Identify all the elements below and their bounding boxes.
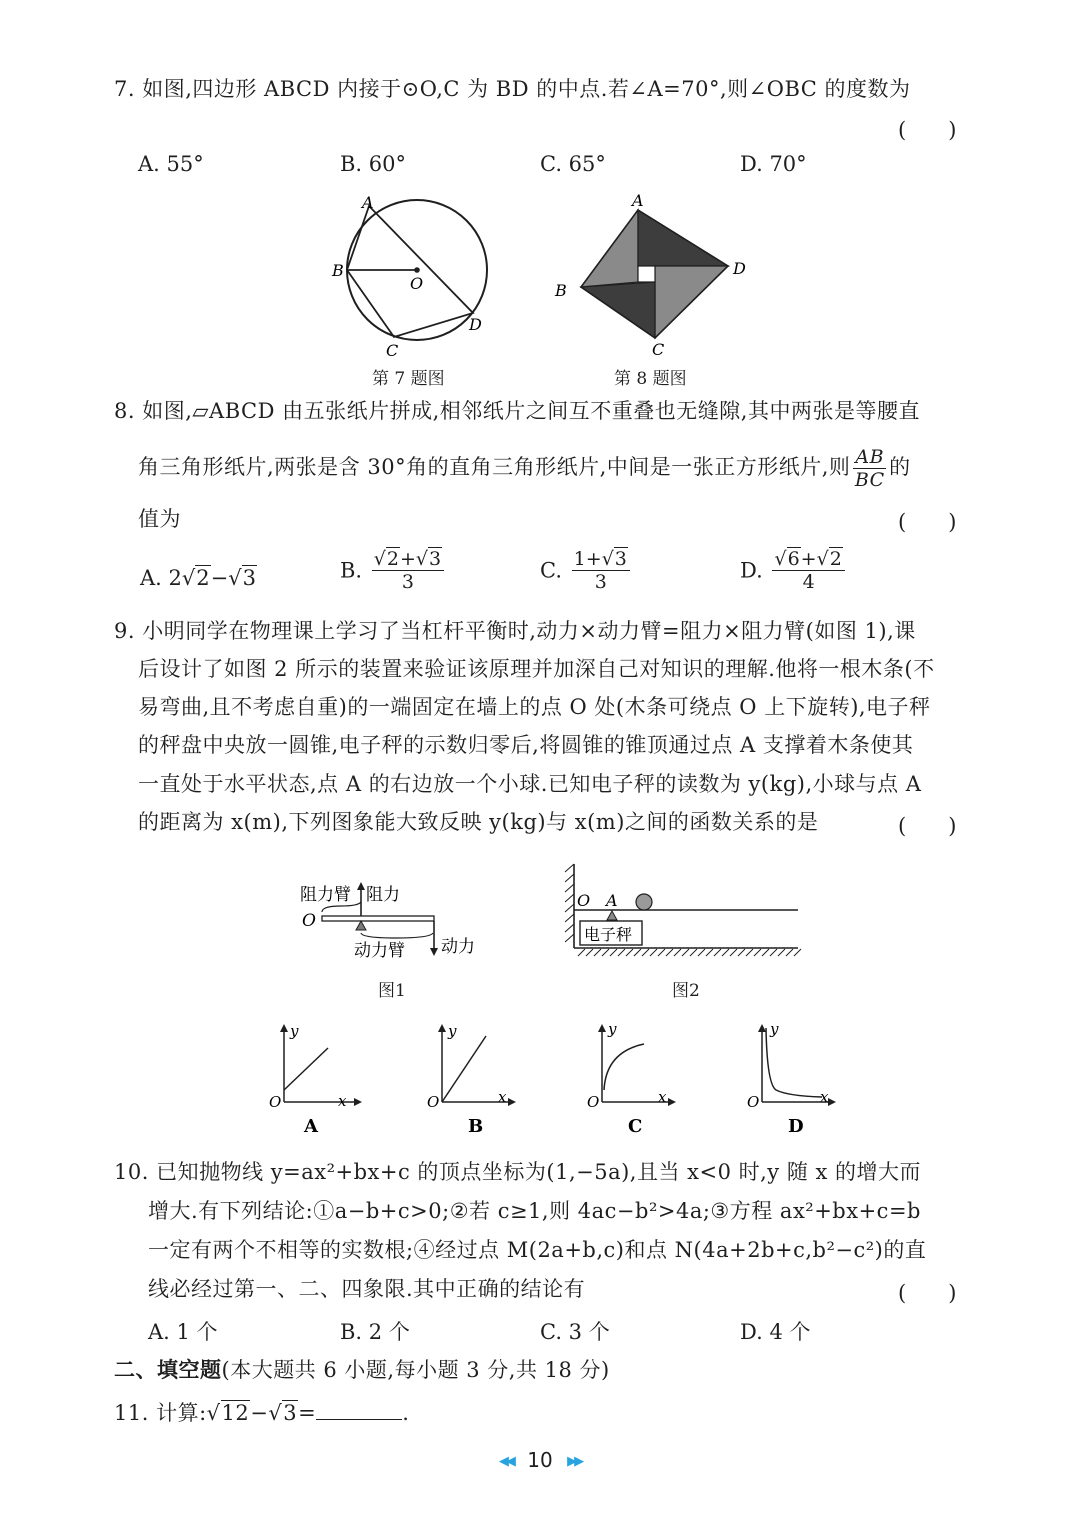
q9-fig1-resist-arrowhead xyxy=(357,882,365,890)
q9-graph-d xyxy=(736,1018,856,1138)
q8-option-d-label: D. xyxy=(740,558,770,583)
q11-period: . xyxy=(402,1401,410,1425)
q8-option-b-fraction: $\frac{√2+√3}{3}$ xyxy=(372,548,444,593)
q9-graph-d-curve xyxy=(766,1028,822,1097)
q11-prefix: 11. 计算: xyxy=(114,1401,207,1425)
ground-hatch-line xyxy=(690,949,697,956)
q7-option-d: D. 70° xyxy=(740,152,807,176)
prev-page-arrows-icon: ◀◀ xyxy=(498,1454,513,1469)
q10-option-d: D. 4 个 xyxy=(740,1320,811,1344)
q10-option-b: B. 2 个 xyxy=(340,1320,410,1344)
q9-graph-d-origin-label: O xyxy=(747,1093,760,1111)
q11-radicand2: 3 xyxy=(283,1401,298,1425)
q8-label-b: B xyxy=(555,281,567,300)
q9-graph-a-x-label: x xyxy=(338,1092,347,1110)
q7-label-b: B xyxy=(332,261,344,280)
q8-option-c-fraction: $\frac{1+√3}{3}$ xyxy=(572,548,630,593)
q9-graph-a-y-arrowhead xyxy=(280,1024,288,1032)
q9-graph-b-letter: B xyxy=(468,1116,484,1137)
ground-hatch-line xyxy=(746,949,753,956)
q9-graph-a-y-label: y xyxy=(290,1022,299,1040)
q8-option-b-label: B. xyxy=(340,558,369,583)
q8-option-a-coef: 2 xyxy=(168,566,182,590)
q10-option-a: A. 1 个 xyxy=(148,1320,218,1344)
q8-option-d-plus: + xyxy=(800,548,817,570)
q8-figure xyxy=(548,192,758,362)
q7-label-o: O xyxy=(410,274,424,293)
q9-fig1-o-label: O xyxy=(302,911,316,931)
ground-hatch-line xyxy=(714,949,721,956)
q9-graph-c-origin-label: O xyxy=(587,1093,600,1111)
q9-graph-c-curve xyxy=(604,1044,644,1090)
ground-hatch-line xyxy=(770,949,777,956)
q9-graph-b-curve xyxy=(442,1036,486,1102)
ground-hatch-line xyxy=(730,949,737,956)
q7-answer-paren: ( ) xyxy=(898,118,957,142)
q8-ratio-fraction xyxy=(853,446,886,491)
q9-fig1-power-brace xyxy=(361,933,433,938)
q7-label-d: D xyxy=(469,315,482,334)
q10-answer-paren: ( ) xyxy=(898,1281,957,1305)
q10-stem-line4: 线必经过第一、二、四象限.其中正确的结论有 xyxy=(148,1277,586,1301)
q11-answer-blank xyxy=(316,1399,402,1420)
q8-option-d-fraction: $\frac{√6+√2}{4}$ xyxy=(772,548,844,593)
q9-graph-d-x-arrowhead xyxy=(828,1098,836,1106)
q9-fig2-a-label: A xyxy=(606,891,618,910)
ground-hatch-line xyxy=(586,949,593,956)
q9-fig1-power-arm-label: 动力臂 xyxy=(354,941,405,960)
ground-hatch-line xyxy=(634,949,641,956)
q11-stem: 11. 计算:√12−√3= . xyxy=(114,1401,410,1425)
q9-fig1-power-force-label: 动力 xyxy=(441,937,475,957)
q8-option-c-one-plus: 1+ xyxy=(573,548,602,570)
q7-label-a: A xyxy=(362,193,374,212)
q8-answer-paren: ( ) xyxy=(898,510,957,534)
q7-option-c: C. 65° xyxy=(540,152,606,176)
q8-figure-caption: 第 8 题图 xyxy=(614,369,687,389)
ground-hatch-line xyxy=(706,949,713,956)
q8-ratio-denominator: BC xyxy=(854,469,885,491)
ground-hatch-line xyxy=(682,949,689,956)
q8-option-d xyxy=(740,548,848,593)
q9-figure2 xyxy=(560,860,810,960)
q9-fig1-resist-arm-label: 阻力臂 xyxy=(300,885,351,905)
q9-fig2-scale-label: 电子秤 xyxy=(584,925,633,944)
q9-graph-c-x-arrowhead xyxy=(668,1098,676,1106)
q9-graph-b-y-arrowhead xyxy=(438,1024,446,1032)
ground-hatch-line xyxy=(578,949,585,956)
q8-stem-line2-end: 的 xyxy=(889,455,911,479)
q8-option-a-minus: − xyxy=(210,566,229,590)
q8-option-b-radicand2: 3 xyxy=(429,548,442,570)
q7-label-c: C xyxy=(386,341,399,360)
q8-label-a: A xyxy=(632,192,644,210)
ground-hatch-line xyxy=(738,949,745,956)
q8-stem-line3: 值为 xyxy=(138,507,181,531)
q9-stem-line4: 的秤盘中央放一圆锥,电子秤的示数归零后,将圆锥的锥顶通过点 A 支撑着木条使其 xyxy=(138,733,914,757)
ground-hatch-line xyxy=(666,949,673,956)
ground-hatch-line xyxy=(642,949,649,956)
q8-option-d-radicand2: 2 xyxy=(829,548,842,570)
q9-graph-b-origin-label: O xyxy=(427,1093,440,1111)
q10-stem-line1: 10. 已知抛物线 y=ax²+bx+c 的顶点坐标为(1,−5a),且当 x<0 时,y 随 x 的增大而 xyxy=(114,1160,922,1184)
section2-heading: 二、填空题 xyxy=(114,1357,222,1382)
page-number: 10 xyxy=(527,1448,553,1472)
q8-stem-line2 xyxy=(138,446,911,491)
q8-option-a-radicand2: 3 xyxy=(242,566,257,590)
q7-figure-caption: 第 7 题图 xyxy=(372,369,445,389)
ground-hatch-line xyxy=(794,949,801,956)
q11-equals: = xyxy=(298,1401,317,1425)
q9-graph-a-letter: A xyxy=(304,1116,318,1137)
next-page-arrows-icon: ▶▶ xyxy=(567,1454,582,1469)
ground-hatch-line xyxy=(650,949,657,956)
ground-hatch-line xyxy=(658,949,665,956)
q8-stem-line1: 8. 如图,▱ABCD 由五张纸片拼成,相邻纸片之间互不重叠也无缝隙,其中两张是等腰直 xyxy=(114,399,920,423)
q8-option-c-label: C. xyxy=(540,558,569,583)
q8-ratio-numerator: AB xyxy=(855,446,885,468)
q9-stem-line5: 一直处于水平状态,点 A 的右边放一个小球.已知电子秤的读数为 y(kg),小球与点 A xyxy=(138,772,922,796)
q9-stem-line6: 的距离为 x(m),下列图象能大致反映 y(kg)与 x(m)之间的函数关系的是 xyxy=(138,810,819,834)
ground-hatch-line xyxy=(698,949,705,956)
q9-stem-line3: 易弯曲,且不考虑自重)的一端固定在墙上的点 O 处(木条可绕点 O 上下旋转),电子秤 xyxy=(138,695,931,719)
q8-option-c xyxy=(540,548,633,593)
q8-option-d-radicand1: 6 xyxy=(787,548,800,570)
q11-radicand1: 12 xyxy=(221,1401,250,1425)
ground-hatch-line xyxy=(594,949,601,956)
q8-option-a: A. 2√2−√3 xyxy=(140,566,257,590)
q9-graph-b xyxy=(416,1018,536,1138)
q9-graph-b-y-label: y xyxy=(448,1022,457,1040)
q9-graph-d-x-label: x xyxy=(820,1088,829,1106)
q9-figure1 xyxy=(296,878,496,960)
q8-option-c-denominator: 3 xyxy=(594,571,607,593)
q9-fig1-power-arrowhead xyxy=(430,948,438,956)
q9-graph-c-y-arrowhead xyxy=(598,1024,606,1032)
q10-option-c: C. 3 个 xyxy=(540,1320,610,1344)
q8-stem-line2-text: 角三角形纸片,两张是含 30°角的直角三角形纸片,中间是一张正方形纸片,则 xyxy=(138,455,851,479)
q10-stem-line3: 一定有两个不相等的实数根;④经过点 M(2a+b,c)和点 N(4a+2b+c,b²−c²)的直 xyxy=(148,1238,927,1262)
q8-option-b-denominator: 3 xyxy=(401,571,414,593)
q9-fig2-o-label: O xyxy=(577,891,591,910)
q8-option-c-radicand: 3 xyxy=(614,548,627,570)
q8-option-a-label: A. xyxy=(140,566,169,590)
q7-option-a: A. 55° xyxy=(138,152,204,176)
q8-option-b-plus: + xyxy=(400,548,416,570)
q7-figure xyxy=(325,188,505,360)
q9-fig2-ground-hatch xyxy=(578,949,801,956)
q10-stem-line2: 增大.有下列结论:①a−b+c>0;②若 c≥1,则 4ac−b²>4a;③方程 ax²+bx+c=b xyxy=(148,1199,921,1223)
q9-fig1-fulcrum xyxy=(356,921,366,930)
ground-hatch-line xyxy=(722,949,729,956)
q8-option-a-radicand1: 2 xyxy=(196,566,210,590)
q11-minus: − xyxy=(250,1401,269,1425)
q8-piece-center-square xyxy=(638,266,655,282)
q8-option-b-radicand1: 2 xyxy=(386,548,399,570)
page-footer xyxy=(0,1448,1080,1472)
ground-hatch-line xyxy=(762,949,769,956)
q9-fig2-wall-hatch xyxy=(565,864,574,942)
q9-graph-a-x-arrowhead xyxy=(354,1098,362,1106)
q9-fig1-bar xyxy=(322,916,434,921)
q7-option-b: B. 60° xyxy=(340,152,407,176)
q8-label-d: D xyxy=(733,259,746,278)
q9-graph-c-letter: C xyxy=(628,1116,643,1137)
ground-hatch-line xyxy=(610,949,617,956)
ground-hatch-line xyxy=(786,949,793,956)
q8-label-c: C xyxy=(652,340,665,359)
q8-option-b xyxy=(340,548,447,593)
q9-fig2-ball xyxy=(636,894,652,910)
q9-graph-c-y-label: y xyxy=(608,1020,617,1038)
ground-hatch-line xyxy=(618,949,625,956)
ground-hatch-line xyxy=(602,949,609,956)
q7-stem: 7. 如图,四边形 ABCD 内接于⊙O,C 为 BD 的中点.若∠A=70°,则∠OBC 的度数为 xyxy=(114,77,911,101)
q9-graph-a-origin-label: O xyxy=(269,1093,282,1111)
q8-option-d-denominator: 4 xyxy=(802,571,815,593)
q9-stem-line1: 9. 小明同学在物理课上学习了当杠杆平衡时,动力×动力臂=阻力×阻力臂(如图 1),课 xyxy=(114,619,916,643)
ground-hatch-line xyxy=(674,949,681,956)
q9-graph-a xyxy=(258,1018,378,1138)
q9-graph-c-x-label: x xyxy=(658,1088,667,1106)
q9-figure1-caption: 图1 xyxy=(378,981,406,1001)
q9-stem-line2: 后设计了如图 2 所示的装置来验证该原理并加深自己对知识的理解.他将一根木条(不 xyxy=(138,657,935,681)
q9-graph-b-x-label: x xyxy=(498,1088,507,1106)
q9-graph-c xyxy=(576,1018,696,1138)
q9-graph-d-y-arrowhead xyxy=(758,1024,766,1032)
q9-answer-paren: ( ) xyxy=(898,814,957,838)
section2-note: (本大题共 6 小题,每小题 3 分,共 18 分) xyxy=(221,1358,610,1382)
q9-figure2-caption: 图2 xyxy=(672,981,700,1001)
q9-graph-d-letter: D xyxy=(788,1116,804,1137)
q7-center-dot xyxy=(414,267,420,273)
q9-graph-a-curve xyxy=(284,1048,328,1090)
q9-graph-b-x-arrowhead xyxy=(508,1098,516,1106)
ground-hatch-line xyxy=(778,949,785,956)
q9-graph-d-y-label: y xyxy=(770,1020,779,1038)
ground-hatch-line xyxy=(754,949,761,956)
q9-fig2-cone xyxy=(607,911,617,920)
q9-fig1-resist-force-label: 阻力 xyxy=(366,885,400,905)
section2-header xyxy=(114,1355,610,1385)
ground-hatch-line xyxy=(626,949,633,956)
